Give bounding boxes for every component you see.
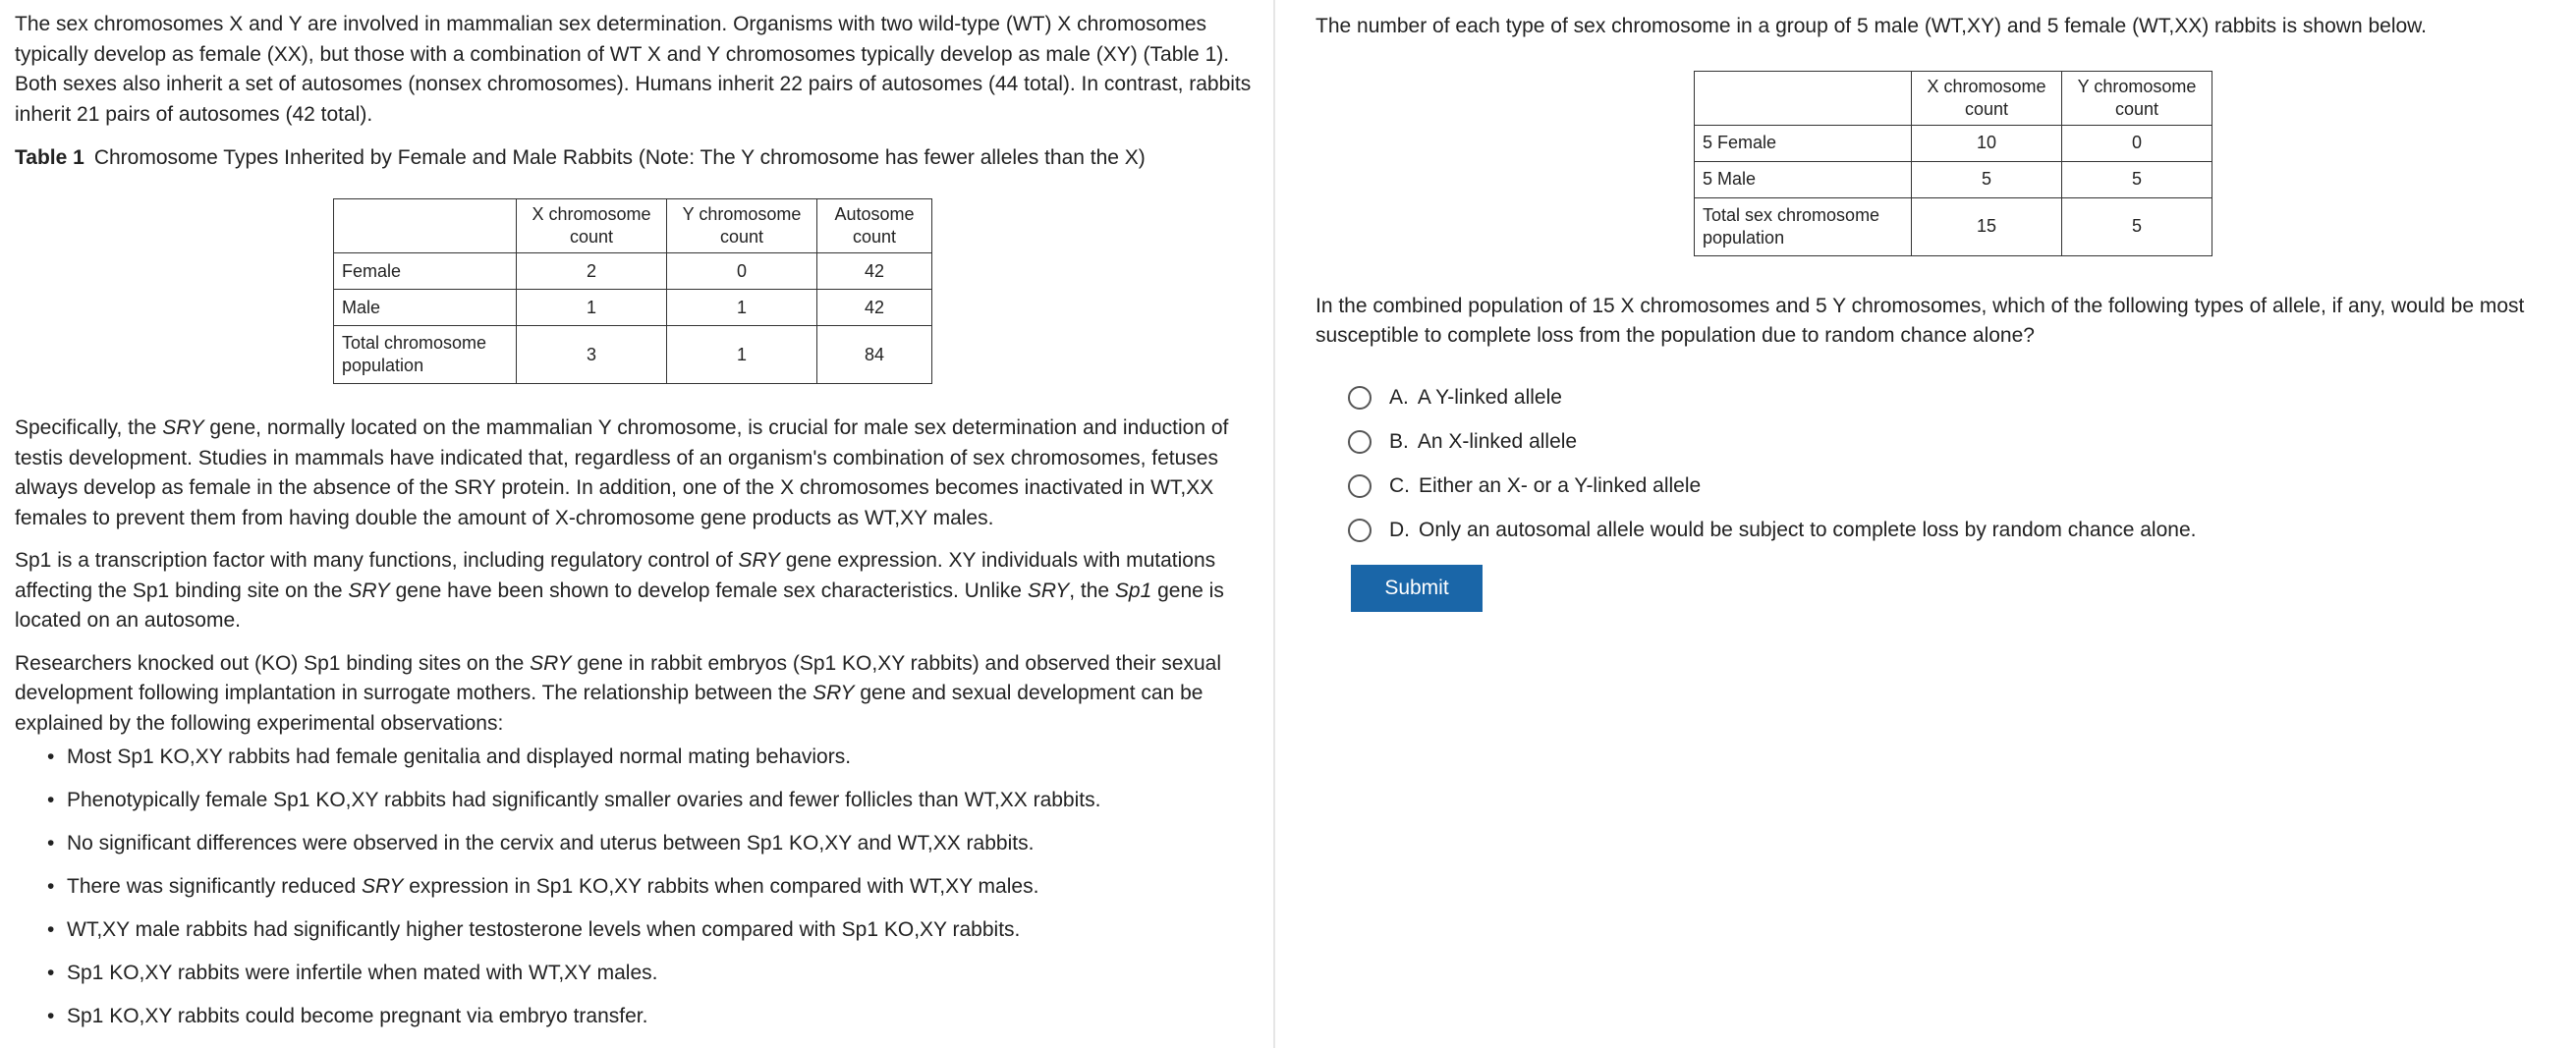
- passage-panel: [0, 0, 1275, 1048]
- table-row: [1695, 161, 2212, 197]
- text-run: gene is located on an autosome.: [15, 579, 1224, 632]
- table1-header: Autosome count: [817, 199, 932, 253]
- gene-name: Sp1: [1114, 579, 1152, 602]
- row-label: Total chromosome population: [334, 326, 517, 384]
- table-cell: 0: [667, 253, 817, 290]
- gene-name: SRY: [348, 579, 390, 602]
- option-a[interactable]: [1348, 383, 2556, 413]
- list-item: • WT,XY male rabbits had significantly higher testosterone levels when compared with Sp1 KO,XY rabbits.: [47, 915, 1258, 945]
- option-b[interactable]: [1348, 427, 2556, 457]
- knockout-paragraph: [15, 649, 1258, 740]
- table-cell: 15: [1912, 197, 2062, 255]
- option-c[interactable]: [1348, 471, 2556, 501]
- option-letter: C.: [1389, 473, 1410, 497]
- radio-button[interactable]: [1348, 430, 1372, 454]
- text-run: gene and sexual development can be explained by the following experimental observations:: [15, 682, 1204, 735]
- table-row: [334, 290, 932, 326]
- table1-header: Y chromosome count: [667, 199, 817, 253]
- table1-caption: [15, 143, 1258, 173]
- intro-paragraph: The sex chromosomes X and Y are involved in mammalian sex determination. Organisms with two wild-type (WT) X chromosomes typically develop as female (XX), but those with a combination of WT X and Y chromosomes typically develop as male (XY) (Table 1). Both sexes also inherit a set of autosomes (nonsex chromosomes). Humans inherit 22 pairs of autosomes (44 total). In contrast, rabbits inherit 21 pairs of autosomes (42 total).: [15, 13, 1252, 126]
- table-cell: 42: [817, 253, 932, 290]
- list-item: • Phenotypically female Sp1 KO,XY rabbits had significantly smaller ovaries and fewer follicles than WT,XX rabbits.: [47, 786, 1258, 815]
- option-text: Either an X- or a Y-linked allele: [1419, 473, 1702, 497]
- table-cell: 0: [2062, 125, 2212, 161]
- text-run: Researchers knocked out (KO) Sp1 binding sites on the: [15, 651, 531, 675]
- radio-button[interactable]: [1348, 386, 1372, 410]
- sry-paragraph: [15, 414, 1258, 533]
- question-intro: The number of each type of sex chromosome in a group of 5 male (WT,XY) and 5 female (WT,XX) rabbits is shown below.: [1316, 15, 2428, 37]
- gene-name: SRY: [530, 651, 572, 675]
- text-run: Sp1 is a transcription factor with many functions, including regulatory control of: [15, 549, 739, 572]
- table-cell: 42: [817, 290, 932, 326]
- gene-name: SRY: [361, 875, 404, 898]
- table2-header: Y chromosome count: [2062, 71, 2212, 125]
- option-letter: A.: [1389, 385, 1409, 409]
- option-text: A Y-linked allele: [1417, 385, 1562, 409]
- row-label: Female: [334, 253, 517, 290]
- table-cell: 84: [817, 326, 932, 384]
- table1-caption-text: Chromosome Types Inherited by Female and Male Rabbits (Note: The Y chromosome has fewer alleles than the X): [93, 146, 1146, 169]
- text-run: gene expression. XY individuals with mutations affecting the Sp1 binding site on the: [15, 549, 1216, 602]
- row-label: 5 Female: [1695, 125, 1912, 161]
- option-letter: B.: [1389, 429, 1409, 453]
- gene-name: SRY: [162, 416, 204, 439]
- table-row: [334, 326, 932, 384]
- row-label: Male: [334, 290, 517, 326]
- table1-header: X chromosome count: [517, 199, 667, 253]
- table-cell: 5: [2062, 197, 2212, 255]
- question-panel: [1275, 0, 2576, 1048]
- table-row: [334, 253, 932, 290]
- table-row: [1695, 125, 2212, 161]
- table-cell: 10: [1912, 125, 2062, 161]
- list-item: • Most Sp1 KO,XY rabbits had female genitalia and displayed normal mating behaviors.: [47, 743, 1258, 772]
- list-item: [47, 872, 1258, 902]
- text-run: Specifically, the: [15, 416, 163, 439]
- table-cell: 1: [667, 290, 817, 326]
- text-run: There was significantly reduced: [67, 875, 362, 898]
- table-cell: 5: [1912, 161, 2062, 197]
- table1-corner: [334, 199, 517, 253]
- list-item: • No significant differences were observed in the cervix and uterus between Sp1 KO,XY and WT,XX rabbits.: [47, 829, 1258, 858]
- gene-name: SRY: [738, 549, 780, 572]
- option-d[interactable]: [1348, 516, 2556, 545]
- table-cell: 3: [517, 326, 667, 384]
- option-letter: D.: [1389, 518, 1410, 541]
- option-text: Only an autosomal allele would be subject to complete loss by random chance alone.: [1419, 518, 2197, 541]
- table1-label: Table 1: [15, 146, 84, 169]
- text-run: gene have been shown to develop female sex characteristics. Unlike: [389, 579, 1028, 602]
- text-run: gene, normally located on the mammalian Y chromosome, is crucial for male sex determination and induction of testis development. Studies in mammals have indicated that, regardless of an organism's combination of sex chromosomes, fetuses always develop as female in the absence of the SRY protein. In addition, one of the X chromosomes becomes inactivated in WT,XX females to prevent them from having double the amount of X-chromosome gene products as WT,XY males.: [15, 416, 1229, 529]
- answer-options: [1348, 383, 2556, 545]
- sp1-paragraph: [15, 546, 1258, 636]
- table2-header: X chromosome count: [1912, 71, 2062, 125]
- option-text: An X-linked allele: [1417, 429, 1578, 453]
- text-run: gene in rabbit embryos (Sp1 KO,XY rabbits) and observed their sexual development following implantation in surrogate mothers. The relationship between the: [15, 651, 1222, 704]
- table1: [333, 198, 932, 384]
- table-row: [1695, 197, 2212, 255]
- gene-name: SRY: [1027, 579, 1070, 602]
- table-cell: 2: [517, 253, 667, 290]
- table-cell: 5: [2062, 161, 2212, 197]
- text-run: expression in Sp1 KO,XY rabbits when compared with WT,XY males.: [403, 875, 1039, 898]
- question-text: In the combined population of 15 X chromosomes and 5 Y chromosomes, which of the following types of allele, if any, would be most susceptible to complete loss from the population due to random chance alone?: [1316, 294, 2525, 347]
- submit-button[interactable]: Submit: [1351, 565, 1483, 612]
- table2-corner: [1695, 71, 1912, 125]
- list-item: • Sp1 KO,XY rabbits could become pregnant via embryo transfer.: [47, 1002, 1258, 1031]
- radio-button[interactable]: [1348, 474, 1372, 498]
- observation-list: [47, 743, 1258, 1031]
- table-cell: 1: [667, 326, 817, 384]
- text-run: , the: [1069, 579, 1115, 602]
- row-label: 5 Male: [1695, 161, 1912, 197]
- radio-button[interactable]: [1348, 519, 1372, 542]
- list-item: • Sp1 KO,XY rabbits were infertile when mated with WT,XY males.: [47, 959, 1258, 988]
- table-cell: 1: [517, 290, 667, 326]
- gene-name: SRY: [812, 682, 855, 704]
- row-label: Total sex chromosome population: [1695, 197, 1912, 255]
- table2: [1694, 71, 2212, 256]
